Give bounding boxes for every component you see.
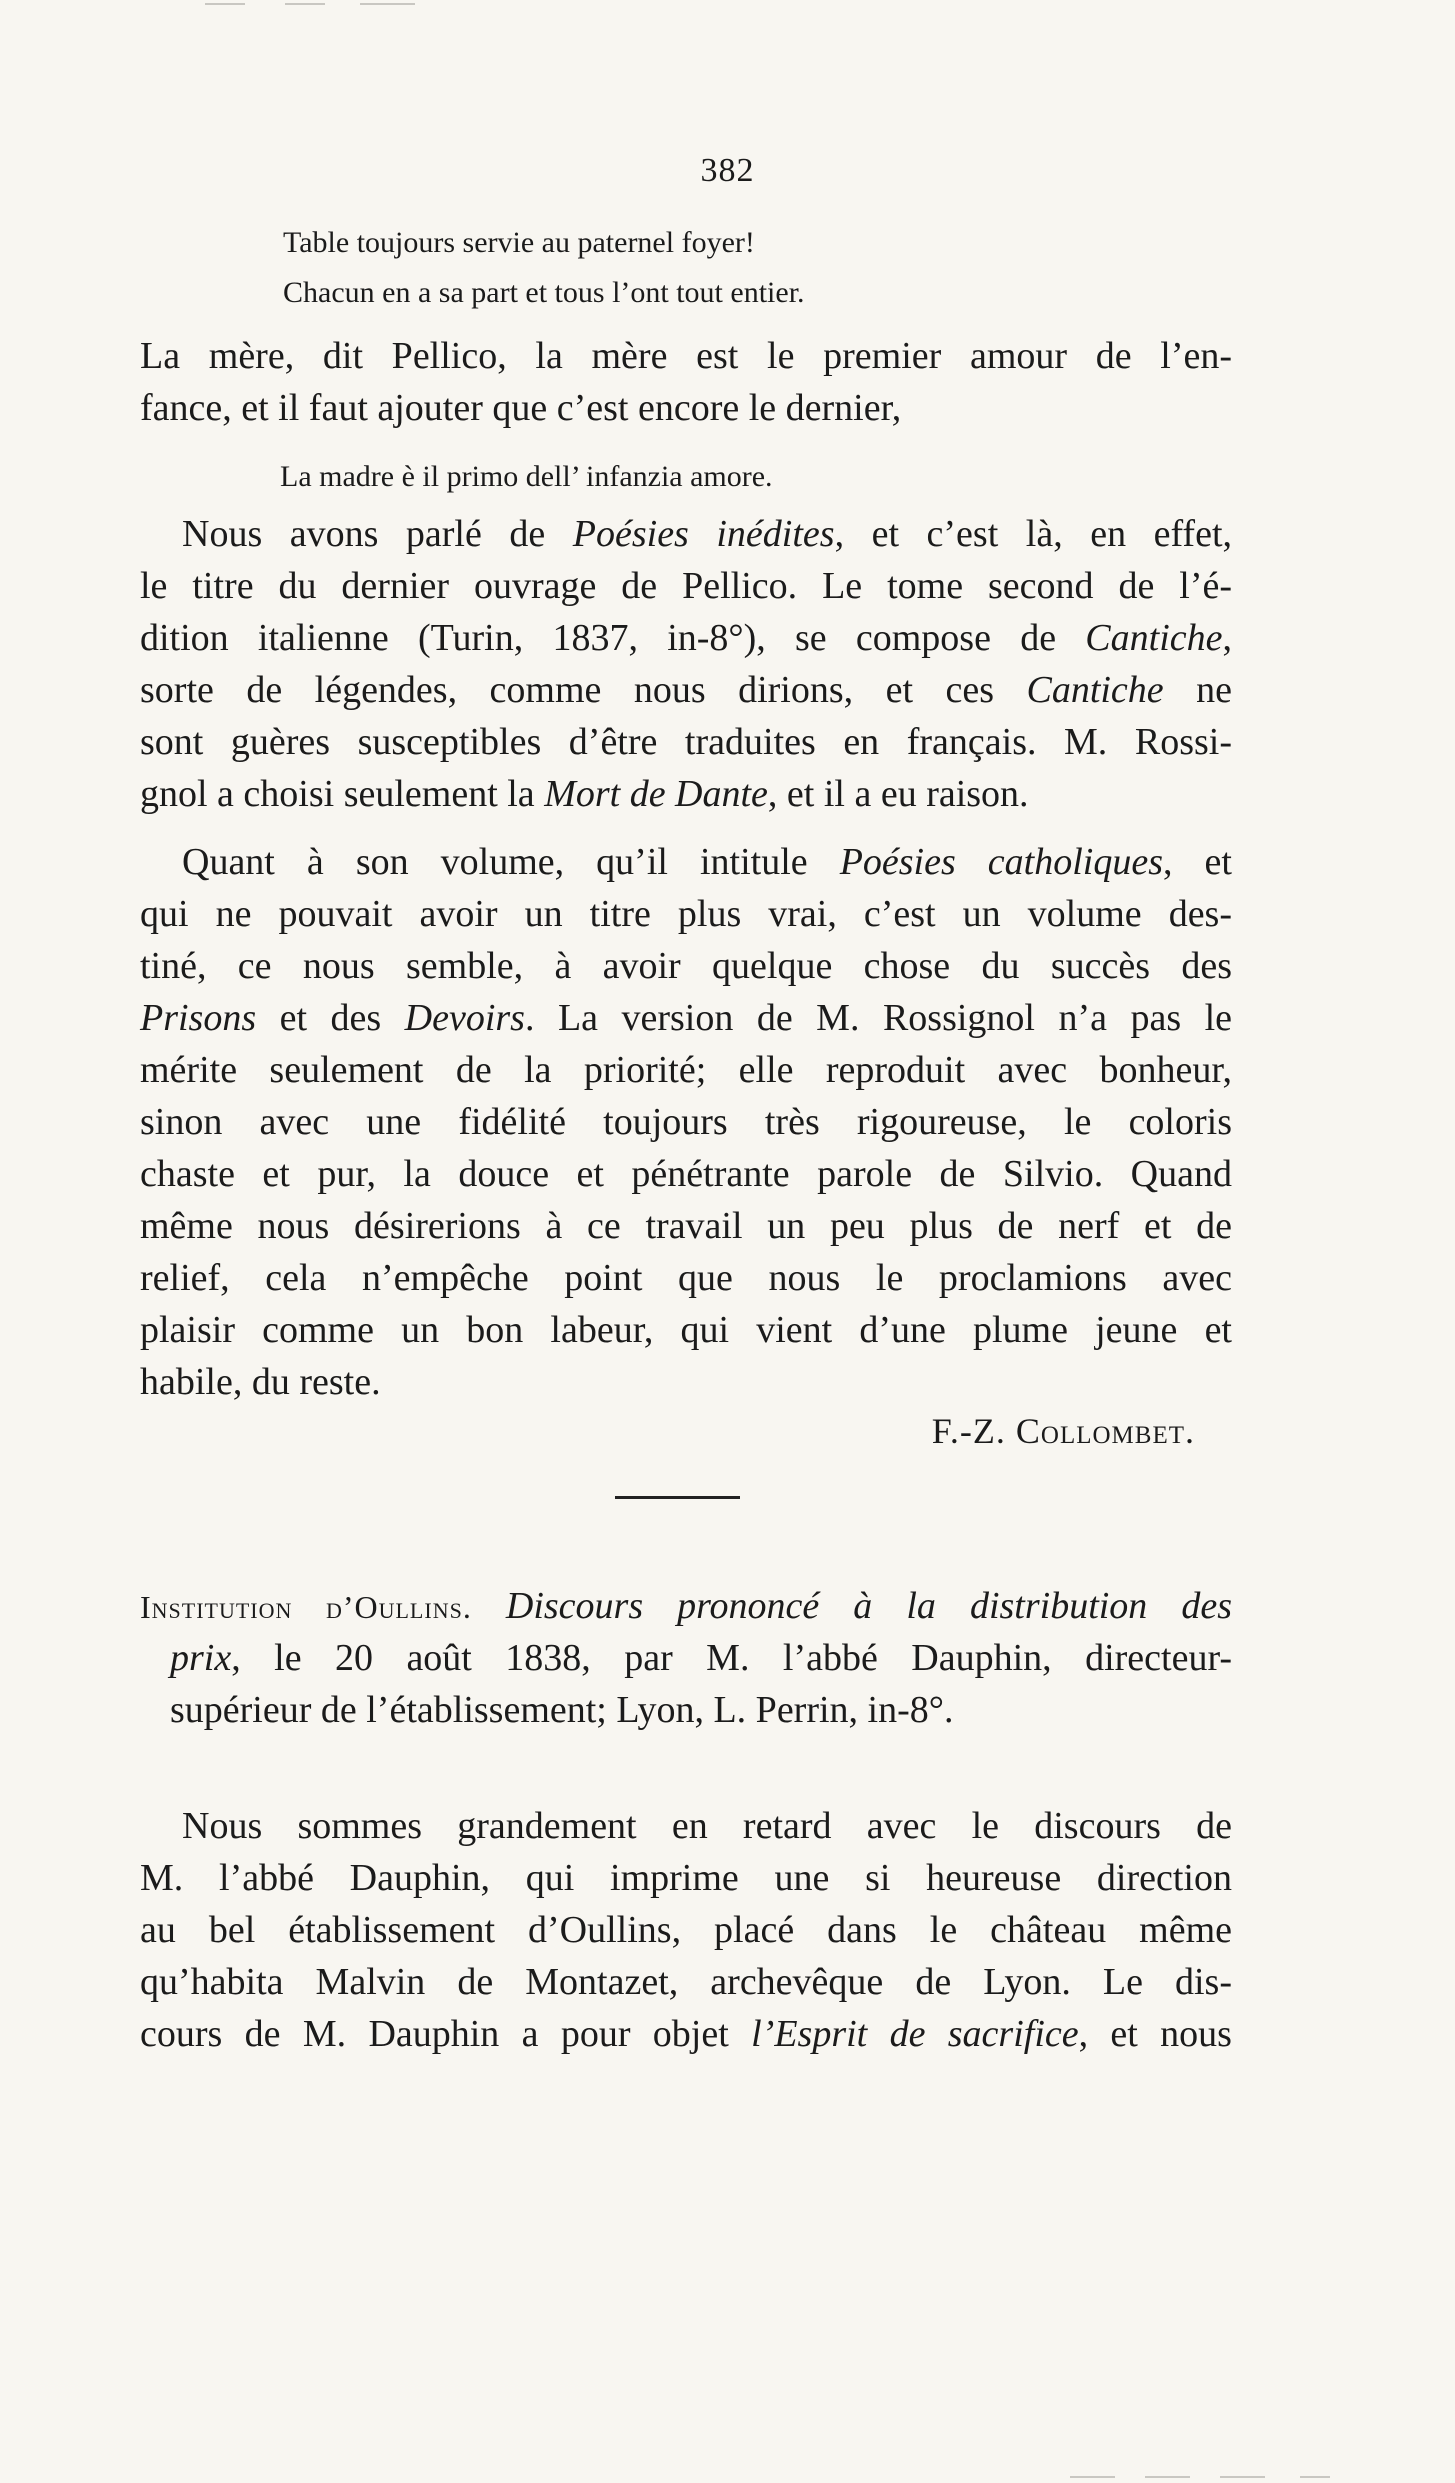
text-line: M. l’abbé Dauphin, qui imprime une si heureuse direction bbox=[140, 1857, 1232, 1899]
text-line: relief, cela n’empêche point que nous le proclamions avec bbox=[140, 1257, 1232, 1299]
author-signature: F.-Z. Collombet. bbox=[931, 1411, 1195, 1451]
text-line: La mère, dit Pellico, la mère est le premier amour de l’en- bbox=[140, 335, 1232, 377]
scan-edge-mark bbox=[1145, 2476, 1190, 2478]
text-line: au bel établissement d’Oullins, placé dans le château même bbox=[140, 1909, 1232, 1951]
text-line: dition italienne (Turin, 1837, in-8°), se compose de Cantiche, bbox=[140, 617, 1232, 659]
text-line: sorte de légendes, comme nous dirions, et ces Cantiche ne bbox=[140, 669, 1232, 711]
text-line: supérieur de l’établissement; Lyon, L. Perrin, in-8°. bbox=[170, 1689, 954, 1731]
verse-line: Chacun en a sa part et tous l’ont tout entier. bbox=[283, 276, 805, 309]
scan-edge-mark bbox=[1070, 2476, 1115, 2478]
text-line: Nous sommes grandement en retard avec le discours de bbox=[182, 1805, 1232, 1847]
text-line: cours de M. Dauphin a pour objet l’Esprit de sacrifice, et nous bbox=[140, 2013, 1232, 2055]
text-line: sont guères susceptibles d’être traduites en français. M. Rossi- bbox=[140, 721, 1232, 763]
text-line: qui ne pouvait avoir un titre plus vrai, c’est un volume des- bbox=[140, 893, 1232, 935]
page-number: 382 bbox=[700, 152, 755, 189]
scan-edge-mark bbox=[360, 3, 415, 5]
text-line: Prisons et des Devoirs. La version de M. Rossignol n’a pas le bbox=[140, 997, 1233, 1039]
text-line: mérite seulement de la priorité; elle reproduit avec bonheur, bbox=[140, 1049, 1232, 1091]
scan-edge-mark bbox=[1300, 2476, 1330, 2478]
text-line: qu’habita Malvin de Montazet, archevêque de Lyon. Le dis- bbox=[140, 1961, 1232, 2003]
notice-heading: Institution d’Oullins. Discours prononcé à la distribution des bbox=[140, 1585, 1233, 1627]
text-line: plaisir comme un bon labeur, qui vient d’une plume jeune et bbox=[140, 1309, 1232, 1351]
text-line: même nous désirerions à ce travail un peu plus de nerf et de bbox=[140, 1205, 1232, 1247]
text-line: tiné, ce nous semble, à avoir quelque chose du succès des bbox=[140, 945, 1232, 987]
text-line: sinon avec une fidélité toujours très rigoureuse, le coloris bbox=[140, 1101, 1232, 1143]
scan-edge-mark bbox=[285, 3, 325, 5]
text-line: gnol a choisi seulement la Mort de Dante, et il a eu raison. bbox=[140, 773, 1029, 815]
text-line: fance, et il faut ajouter que c’est encore le dernier, bbox=[140, 387, 902, 429]
italian-quote: La madre è il primo dell’ infanzia amore. bbox=[280, 460, 773, 493]
text-line: le titre du dernier ouvrage de Pellico. Le tome second de l’é- bbox=[140, 565, 1232, 607]
section-separator bbox=[615, 1496, 740, 1499]
verse-line: Table toujours servie au paternel foyer! bbox=[283, 226, 755, 259]
text-line: habile, du reste. bbox=[140, 1361, 381, 1403]
text-line: chaste et pur, la douce et pénétrante parole de Silvio. Quand bbox=[140, 1153, 1232, 1195]
scan-edge-mark bbox=[205, 3, 245, 5]
scan-edge-mark bbox=[1220, 2476, 1265, 2478]
text-line: Quant à son volume, qu’il intitule Poésies catholiques, et bbox=[182, 841, 1232, 883]
text-line: prix, le 20 août 1838, par M. l’abbé Dauphin, directeur- bbox=[170, 1637, 1232, 1679]
text-line: Nous avons parlé de Poésies inédites, et c’est là, en effet, bbox=[182, 513, 1232, 555]
